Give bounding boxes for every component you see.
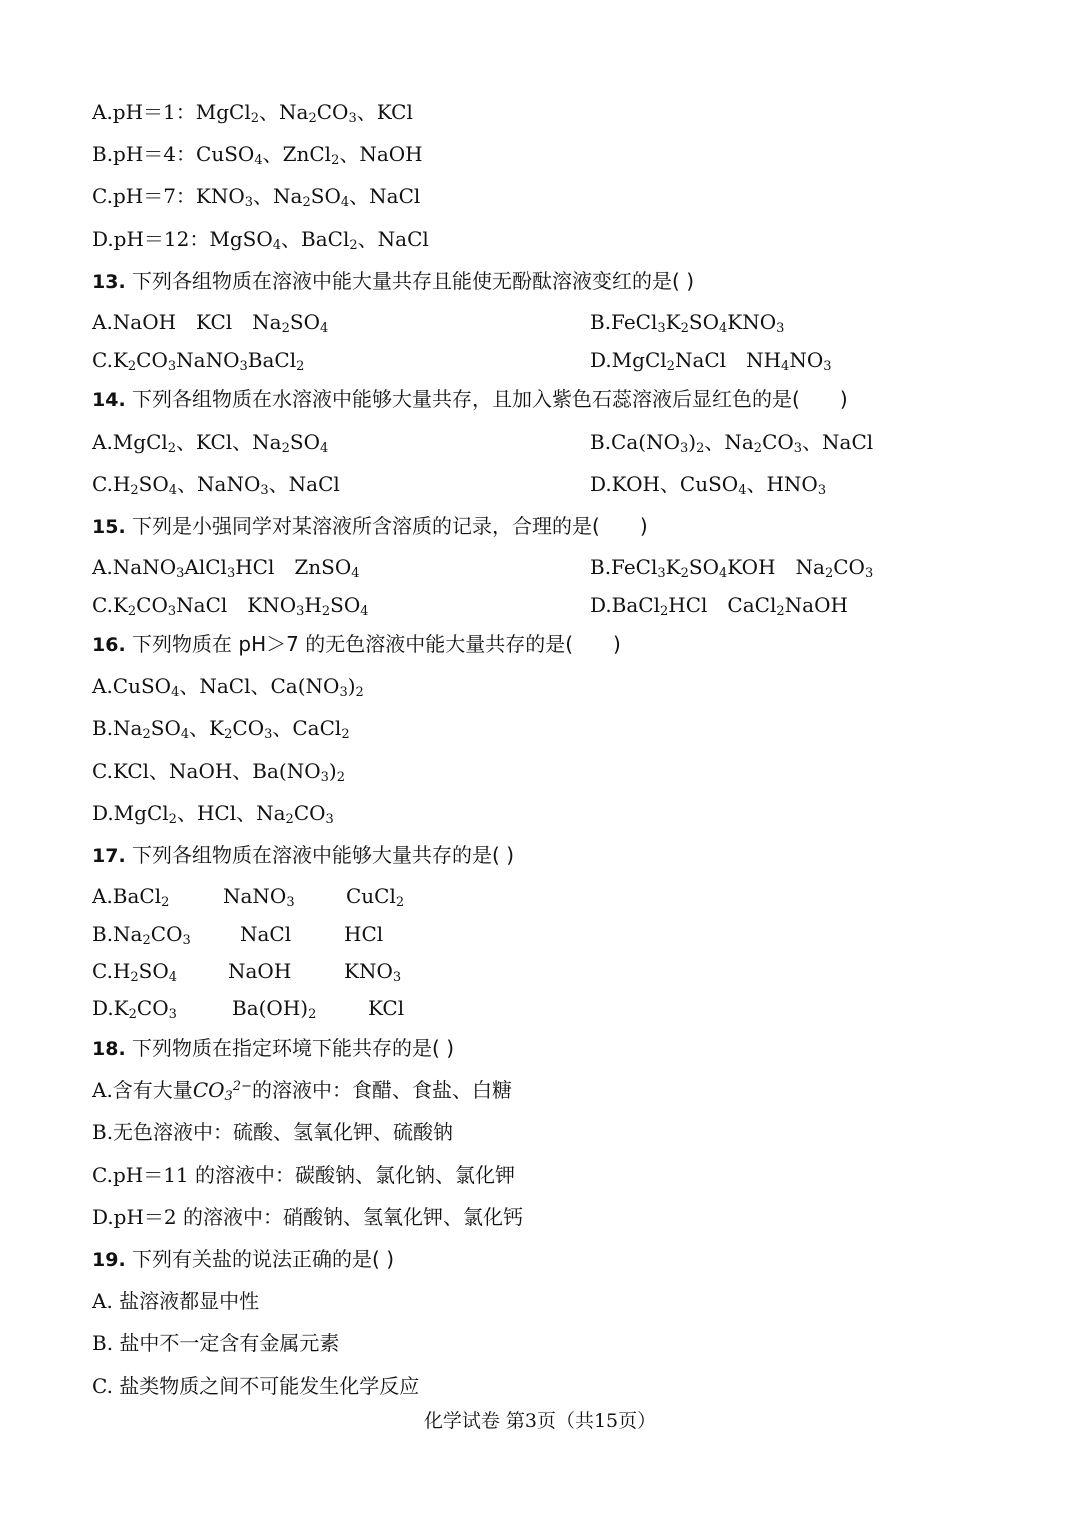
q12-option-c: C.pH＝7：$KNO_3$、$Na_2SO_4$、NaCl [92, 184, 421, 210]
q14-option-c: $C.H_2SO_4$、NaNO$_3$、NaCl [92, 472, 340, 498]
q17-option-b [92, 920, 383, 948]
formula: $Ba(OH)_2$ [232, 996, 317, 1022]
q15-option-c: $C.K_2CO_3NaCl$ $KNO_3H_2SO_4$ [92, 593, 369, 619]
question-number: 17. [92, 845, 126, 867]
question-text: 下列有关盐的说法正确的是( ) [132, 1247, 394, 1271]
q16-stem [92, 630, 621, 659]
question-number: 16. [92, 634, 126, 656]
page-footer: 化学试卷 第3页（共15页） [423, 1410, 657, 1432]
q15-option-b: $B.FeCl_3K_2SO_4KOH$ $Na_2CO_3$ [590, 555, 874, 581]
formula: $B.Na_2CO_3$ [92, 922, 191, 948]
question-text: 下列各组物质在溶液中能够大量共存的是( ) [132, 843, 514, 867]
q13-option-b: $B.FeCl_3K_2SO_4KNO_3$ [590, 310, 785, 336]
q16-option-b: $B.Na_2SO_4$、$K_2CO_3$、CaCl$_2$ [92, 716, 350, 742]
formula: NaNO$_3$ [223, 884, 295, 910]
q13-stem [92, 267, 694, 296]
question-text: 下列各组物质在溶液中能大量共存且能使无酚酞溶液变红的是( ) [132, 269, 694, 293]
q13-option-d: D.MgCl$_2$NaCl $NH_4NO_3$ [590, 348, 832, 374]
formula: NaCl [240, 922, 292, 946]
q16-option-a: A.CuSO$_4$、NaCl、$Ca(NO_3)_2$ [92, 674, 364, 700]
question-text: 下列是小强同学对某溶液所含溶质的记录，合理的是( ) [132, 514, 648, 538]
q18-option-d: D.pH＝2 的溶液中：硝酸钠、氢氧化钾、氯化钙 [92, 1205, 524, 1229]
q12-option-a: A.pH＝1：MgCl$_2$、$Na_2CO_3$、KCl [92, 100, 413, 126]
q15-option-a: A.NaNO$_3$AlCl$_3$HCl ZnSO$_4$ [92, 555, 360, 581]
q15-option-d: D.BaCl$_2$HCl CaCl$_2$NaOH [590, 593, 848, 619]
q14-option-b: $B.Ca(NO_3)_2$、$Na_2CO_3$、NaCl [590, 430, 874, 456]
formula: $KNO_3$ [344, 959, 402, 985]
q19-stem [92, 1245, 394, 1274]
question-text: 下列各组物质在水溶液中能够大量共存，且加入紫色石蕊溶液后显红色的是( ) [132, 387, 848, 411]
q12-option-b: B.pH＝4：CuSO$_4$、ZnCl$_2$、NaOH [92, 142, 423, 168]
q12-option-d: D.pH＝12：MgSO$_4$、BaCl$_2$、NaCl [92, 227, 429, 253]
q17-option-d [92, 994, 404, 1022]
q16-option-d: D.MgCl$_2$、HCl、$Na_2CO_3$ [92, 801, 334, 827]
q14-option-a: A.MgCl$_2$、KCl、$Na_2SO_4$ [92, 430, 329, 456]
q15-stem [92, 512, 648, 541]
question-number: 13. [92, 271, 126, 293]
q19-option-b: B. 盐中不一定含有金属元素 [92, 1331, 340, 1355]
q18-option-a [92, 1076, 512, 1104]
question-number: 19. [92, 1249, 126, 1271]
q18-option-b: B.无色溶液中：硫酸、氢氧化钾、硫酸钠 [92, 1120, 454, 1144]
formula: $D.K_2CO_3$ [92, 996, 177, 1022]
question-number: 18. [92, 1038, 126, 1060]
option-prefix: A.含有大量 [92, 1078, 193, 1102]
q13-option-a: A.NaOH KCl $Na_2SO_4$ [92, 310, 329, 336]
carbonate-ion-formula: $CO_3^{2-}$ [192, 1078, 252, 1104]
question-text: 下列物质在 pH＞7 的无色溶液中能大量共存的是( ) [132, 632, 621, 656]
formula: CuCl$_2$ [346, 884, 405, 910]
q16-option-c: C.KCl、NaOH、$Ba(NO_3)_2$ [92, 759, 346, 785]
formula: HCl [344, 922, 384, 946]
q17-option-a [92, 882, 404, 910]
q13-option-c: $C.K_2CO_3NaNO_3BaCl_2$ [92, 348, 305, 374]
q19-option-a: A. 盐溶液都显中性 [92, 1289, 260, 1313]
q14-option-d: D.KOH、CuSO$_4$、$HNO_3$ [590, 472, 827, 498]
q14-stem [92, 385, 848, 414]
option-text: 的溶液中：食醋、食盐、白糖 [251, 1078, 512, 1102]
q17-option-c [92, 957, 401, 985]
formula: KCl [368, 996, 405, 1020]
q19-option-c: C. 盐类物质之间不可能发生化学反应 [92, 1374, 420, 1398]
question-number: 15. [92, 516, 126, 538]
formula: $C.H_2SO_4$ [92, 959, 178, 985]
q18-option-c: C.pH＝11 的溶液中：碳酸钠、氯化钠、氯化钾 [92, 1163, 515, 1187]
question-text: 下列物质在指定环境下能共存的是( ) [132, 1036, 454, 1060]
formula: A.BaCl$_2$ [92, 884, 170, 910]
formula: NaOH [228, 959, 292, 983]
q18-stem [92, 1034, 454, 1063]
question-number: 14. [92, 389, 126, 411]
q17-stem [92, 841, 514, 870]
